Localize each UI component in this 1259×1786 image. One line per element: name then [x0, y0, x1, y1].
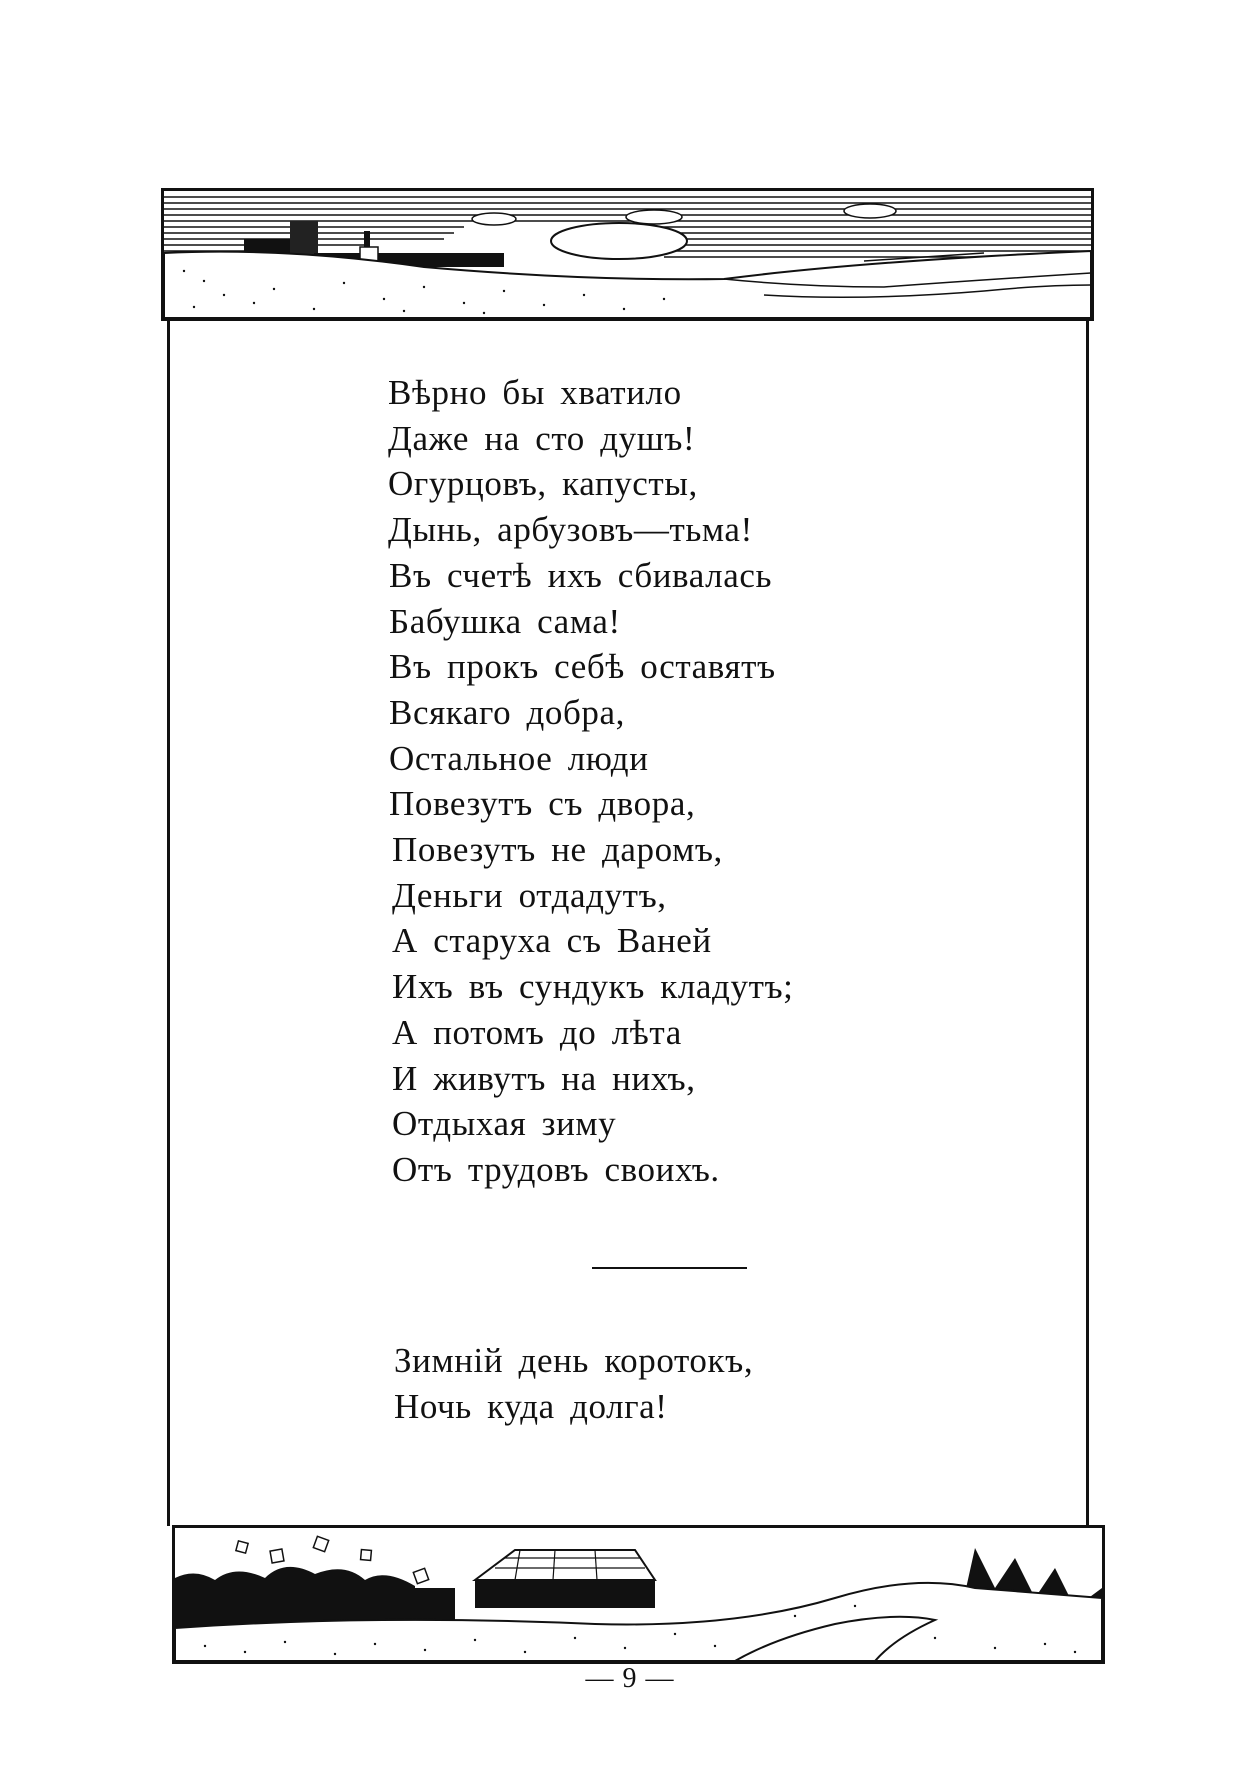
- poem-line: Остальное люди: [389, 738, 649, 778]
- frame-left-line: [167, 318, 170, 1526]
- poem-line: Деньги отдадутъ,: [392, 875, 667, 915]
- poem-stanza-two: [394, 1338, 753, 1430]
- poem-line: И живутъ на нихъ,: [392, 1058, 696, 1098]
- bottom-landscape-drawing: [175, 1528, 1102, 1661]
- poem-line: Огурцовъ, капусты,: [388, 464, 698, 504]
- poem-line: Бабушка сама!: [389, 601, 621, 641]
- poem-line: Ночь куда долга!: [394, 1387, 668, 1426]
- frame-right-line: [1086, 318, 1089, 1526]
- poem-line: А потомъ до лѣта: [392, 1012, 682, 1052]
- poem-line: Вѣрно бы хватило: [388, 373, 682, 412]
- poem-line: Ихъ въ сундукъ кладутъ;: [392, 967, 794, 1007]
- poem-line: Дынь, арбузовъ—тьма!: [388, 510, 753, 550]
- poem-stanza-one: [388, 370, 794, 1193]
- poem-line: Повезутъ съ двора,: [389, 784, 696, 824]
- top-landscape-illustration: [161, 188, 1094, 321]
- poem-line: Въ прокъ себѣ оставятъ: [389, 647, 776, 687]
- poem-line: Даже на сто душъ!: [388, 418, 696, 458]
- poem-line: Отдыхая зиму: [392, 1104, 617, 1144]
- poem-line: Въ счетѣ ихъ сбивалась: [389, 555, 773, 595]
- poem-line: А старуха съ Ваней: [392, 921, 712, 961]
- top-landscape-drawing: [164, 191, 1091, 318]
- poem-line: Отъ трудовъ своихъ.: [392, 1149, 720, 1189]
- bottom-landscape-illustration: [172, 1525, 1105, 1664]
- page-number: — 9 —: [585, 1663, 675, 1694]
- poem-line: Повезутъ не даромъ,: [392, 830, 723, 870]
- section-separator-rule: [592, 1267, 747, 1269]
- poem-line: Всякаго добра,: [389, 692, 626, 732]
- poem-line: Зимній день коротокъ,: [394, 1341, 754, 1380]
